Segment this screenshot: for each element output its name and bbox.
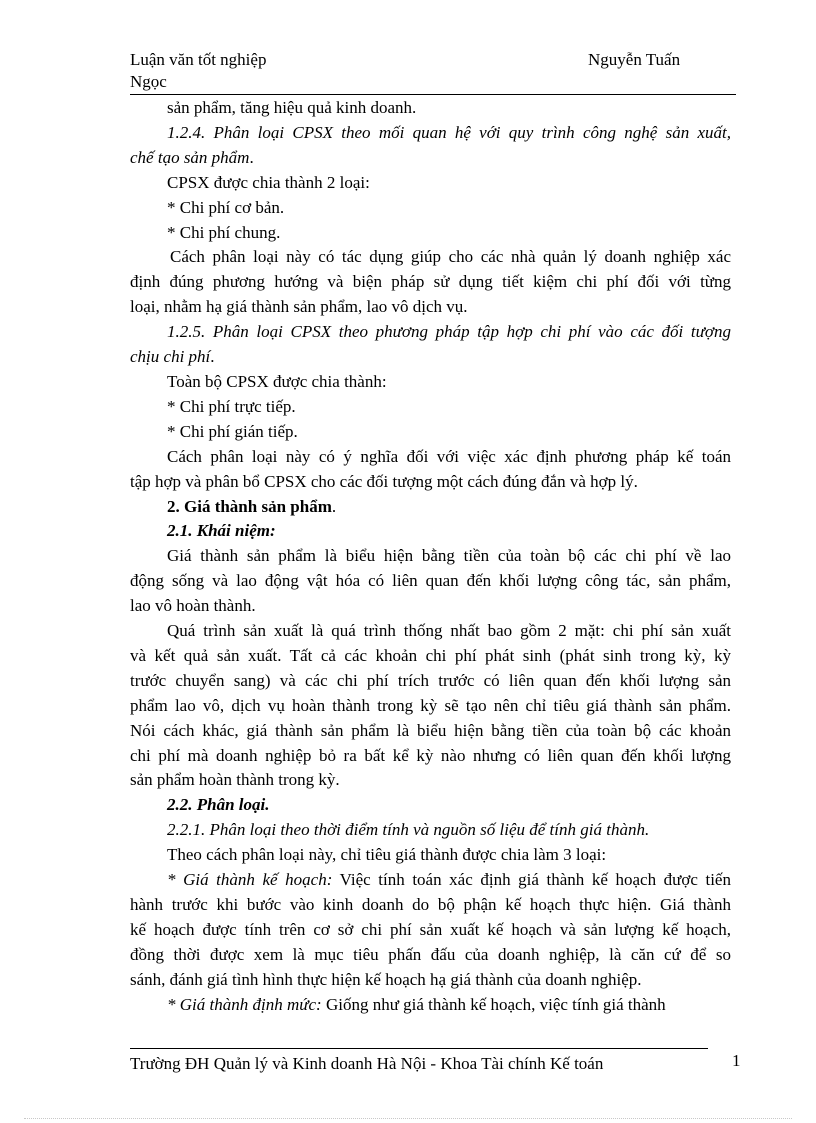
text-line: loại, nhằm hạ giá thành sản phẩm, lao vô dịch vụ. bbox=[130, 297, 468, 317]
text-line: Nói cách khác, giá thành sản phẩm là biểu hiện bằng tiền của toàn bộ các khoản bbox=[130, 720, 731, 740]
section-heading-1-2-4-cont: chế tạo sản phẩm. bbox=[130, 147, 254, 167]
header-author-continuation: Ngọc bbox=[130, 72, 167, 91]
header-divider bbox=[130, 94, 736, 95]
text-line: Toàn bộ CPSX được chia thành: bbox=[167, 371, 387, 391]
text-line: trước chuyển sang) và các chi phí trích trước có liên quan đến khối lượng sản bbox=[130, 670, 731, 690]
text-line: * Giá thành định mức: Giống như giá thành kế hoạch, việc tính giá thành bbox=[167, 994, 666, 1014]
page-break-line bbox=[24, 1118, 792, 1119]
list-item: * Chi phí cơ bản. bbox=[167, 197, 285, 217]
list-item: * Chi phí chung. bbox=[167, 222, 281, 242]
section-heading-1-2-4: 1.2.4. Phân loại CPSX theo mối quan hệ với quy trình công nghệ sản xuất, bbox=[167, 122, 731, 142]
text-line: định đúng phương hướng và biện pháp sử dụng tiết kiệm chi phí đối với từng bbox=[130, 272, 731, 292]
text-line: * Giá thành kế hoạch: Việc tính toán xác định giá thành kế hoạch được tiến bbox=[167, 870, 731, 890]
text-line: sản phẩm, tăng hiệu quả kinh doanh. bbox=[167, 98, 417, 117]
section-heading-2-1: 2.1. Khái niệm: bbox=[167, 521, 276, 541]
text-line: sánh, đánh giá tình hình thực hiện kế hoạch hạ giá thành của doanh nghiệp. bbox=[130, 969, 642, 989]
text-line: Quá trình sản xuất là quá trình thống nhất bao gồm 2 mặt: chi phí sản xuất bbox=[167, 621, 731, 641]
header-title: Luận văn tốt nghiệp bbox=[130, 50, 267, 69]
text-line: CPSX được chia thành 2 loại: bbox=[167, 172, 370, 192]
text-line: hành trước khi bước vào kinh doanh do bộ phận kế hoạch thực hiện. Giá thành bbox=[130, 895, 731, 914]
text-line: đồng thời được xem là mục tiêu phấn đấu của doanh nghiệp, là căn cứ để so bbox=[130, 944, 731, 964]
section-heading-2-2: 2.2. Phân loại. bbox=[167, 795, 270, 815]
text-line: Theo cách phân loại này, chỉ tiêu giá thành được chia làm 3 loại: bbox=[167, 845, 607, 865]
section-heading-1-2-5-cont: chịu chi phí. bbox=[130, 347, 215, 367]
list-item: * Chi phí trực tiếp. bbox=[167, 396, 296, 416]
body-text bbox=[130, 96, 731, 1018]
page-number: 1 bbox=[732, 1051, 741, 1070]
text-line: động sống và lao động vật hóa có liên quan đến khối lượng công tác, sản phẩm, bbox=[130, 571, 731, 591]
text-line: phẩm lao vô, dịch vụ hoàn thành trong kỳ sẽ tạo nên chỉ tiêu giá thành sản phẩm. bbox=[130, 695, 731, 715]
section-heading-2: 2. Giá thành sản phẩm. bbox=[167, 496, 337, 516]
text-line: sản phẩm hoàn thành trong kỳ. bbox=[130, 770, 340, 790]
text-line: chi phí mà doanh nghiệp bỏ ra bất kể kỳ nào nhưng có liên quan đến khối lượng bbox=[130, 745, 731, 765]
page-footer: Trường ĐH Quản lý và Kinh doanh Hà Nội - Khoa Tài chính Kế toán bbox=[130, 1054, 604, 1073]
text-line: kế hoạch được tính trên cơ sở chi phí sản xuất kế hoạch và sản lượng kế hoạch, bbox=[130, 919, 731, 939]
text-line: Cách phân loại này có tác dụng giúp cho các nhà quản lý doanh nghiệp xác bbox=[170, 247, 731, 267]
section-heading-2-2-1: 2.2.1. Phân loại theo thời điểm tính và nguồn số liệu để tính giá thành. bbox=[167, 820, 650, 840]
list-item: * Chi phí gián tiếp. bbox=[167, 421, 298, 441]
text-line: Giá thành sản phẩm là biểu hiện bằng tiền của toàn bộ các chi phí về lao bbox=[167, 546, 731, 566]
text-line: lao vô hoàn thành. bbox=[130, 596, 256, 616]
header-author: Nguyễn Tuấn bbox=[588, 50, 681, 69]
text-line: và kết quả sản xuất. Tất cả các khoản chi phí phát sinh (phát sinh trong kỳ, kỳ bbox=[130, 645, 731, 665]
footer-divider bbox=[130, 1048, 708, 1049]
text-line: Cách phân loại này có ý nghĩa đối với việc xác định phương pháp kế toán bbox=[167, 446, 731, 466]
text-line: tập hợp và phân bổ CPSX cho các đối tượng một cách đúng đắn và hợp lý. bbox=[130, 471, 638, 491]
section-heading-1-2-5: 1.2.5. Phân loại CPSX theo phương pháp tập hợp chi phí vào các đối tượng bbox=[167, 322, 731, 342]
